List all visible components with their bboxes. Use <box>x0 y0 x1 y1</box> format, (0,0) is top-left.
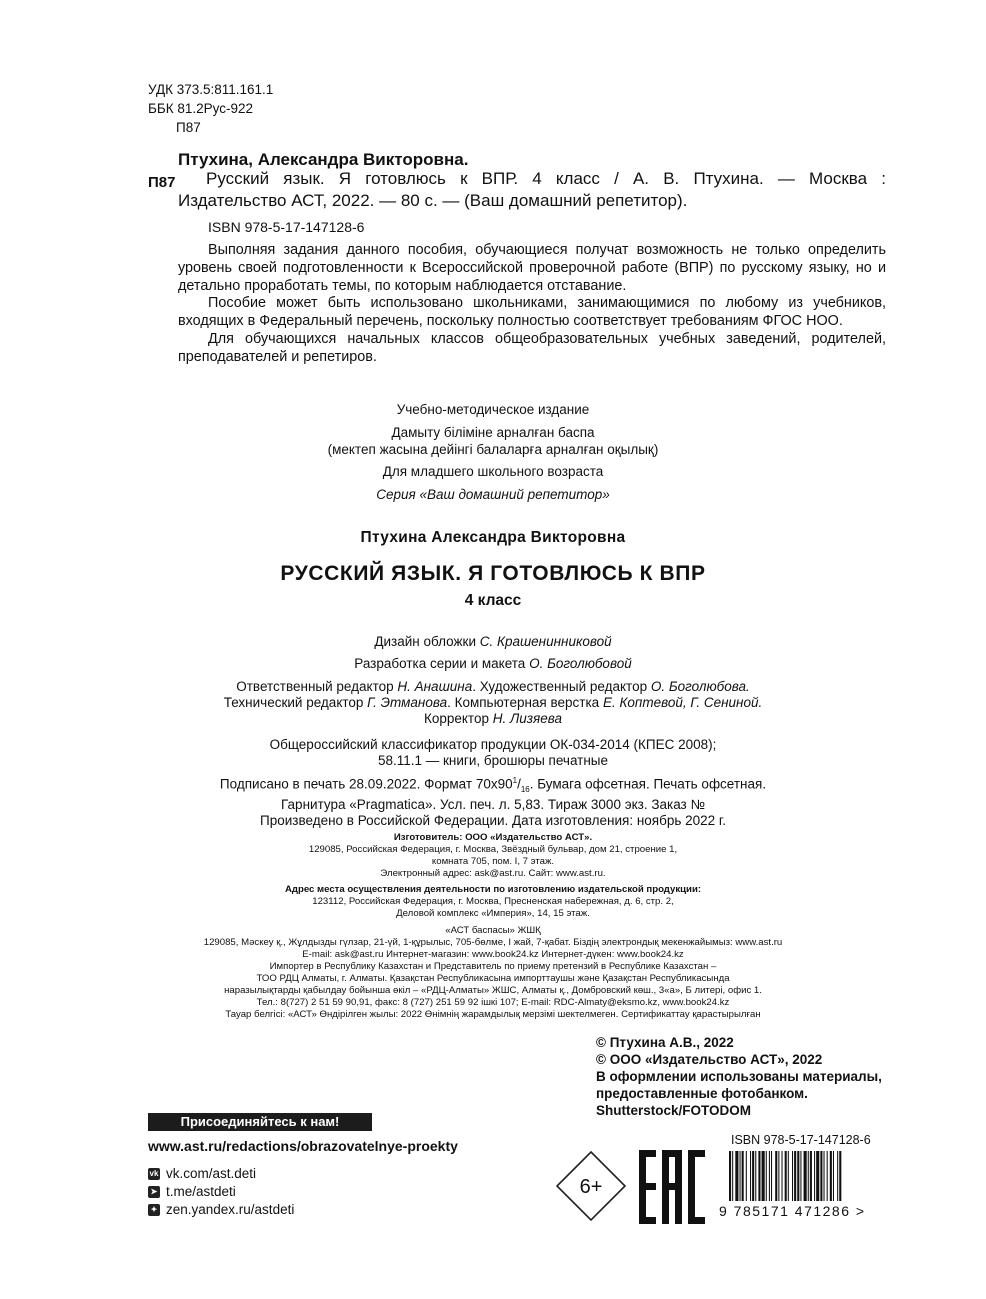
join-us-banner: Присоединяйтесь к нам! <box>148 1113 372 1131</box>
kz-edition-line-2: (мектеп жасына дейінгі балаларға арналған оқылық) <box>327 442 659 457</box>
series-name: Серия «Ваш домашний репетитор» <box>376 487 610 502</box>
manufacturer-title: Изготовитель: ООО «Издательство АСТ». <box>393 832 593 843</box>
kz-importer-3: наразылықтарды қабылдау бойынша өкіл – «РДЦ-Алматы» ЖШС, Алматы қ., Домбровский көш., 3«а», Б литері, офис 1. <box>224 985 762 996</box>
catalog-author: Птухина, Александра Викторовна. <box>178 150 469 169</box>
tech-editors-credit: Технический редактор Г. Этманова. Компьютерная верстка Е. Коптевой, Г. Сениной. <box>223 695 763 710</box>
vk-icon: vk <box>149 1169 159 1178</box>
kz-contacts: Тел.: 8(727) 2 51 59 90,91, факс: 8 (727) 251 59 92 ішкі 107; E-mail: RDC-Almaty@eksmo.kz, www.book24.kz <box>256 997 730 1008</box>
annotation-paragraph: Выполняя задания данного пособия, обучающиеся получат возможность не только определить уровень своей подготовленности к Всероссийской проверочной работе (ВПР) по русскому языку, но и детально проработать темы, по которым наблюдается отставание. <box>178 242 886 294</box>
kz-edition-line-1: Дамыту біліміне арналған баспа <box>391 425 595 440</box>
photo-credit-3: Shutterstock/FOTODOM <box>596 1103 752 1118</box>
kz-importer-1: Импортер в Республику Казахстан и Представитель по приему претензий в Республике Казахстан – <box>269 961 717 972</box>
library-codes <box>148 82 273 139</box>
barcode-digits: 9 785171 471286 > <box>719 1203 866 1219</box>
description-line-1: Русский язык. Я готовлюсь к ВПР. 4 класс / А. В. Птухина. — Москва : <box>206 169 886 188</box>
kz-importer-2: ТОО РДЦ Алматы, г. Алматы. Қазақстан Республикасына импорттаушы және Қазақстан Республикасында <box>256 973 730 984</box>
telegram-icon: ➤ <box>148 1186 160 1198</box>
age-group: Для младшего школьного возраста <box>382 464 604 479</box>
activity-address-2: Деловой комплекс «Империя», 14, 15 этаж. <box>396 908 590 919</box>
copyright-publisher: © ООО «Издательство АСТ», 2022 <box>596 1052 823 1067</box>
print-signed: Подписано в печать 28.09.2022. Формат $70х90^1/_{16}$. Бумага офсетная. Печать офсетная. <box>219 776 767 795</box>
eac-mark-icon <box>639 1150 705 1224</box>
proofreader-credit: Корректор Н. Лизяева <box>423 711 563 726</box>
barcode-icon <box>729 1151 884 1201</box>
production-info: Произведено в Российской Федерации. Дата изготовления: ноябрь 2022 г. <box>260 813 726 828</box>
manufacturer-address-2: комната 705, пом. I, 7 этаж. <box>431 856 555 867</box>
editors-credit: Ответственный редактор Н. Анашина. Художественный редактор О. Боголюбова. <box>236 679 750 694</box>
cover-design-credit: Дизайн обложки С. Крашенинниковой <box>374 634 612 649</box>
annotation-paragraph: Для обучающихся начальных классов общеобразовательных учебных заведений, родителей, преподавателей и репетиров. <box>178 330 886 365</box>
activity-title: Адрес места осуществления деятельности по изготовлению издательской продукции: <box>284 884 702 895</box>
typeface-info: Гарнитура «Pragmatica». Усл. печ. л. 5,83. Тираж 3000 экз. Заказ № <box>281 797 705 812</box>
activity-address-1: 123112, Российская Федерация, г. Москва, Пресненская набережная, д. 6, стр. 2, <box>312 896 674 907</box>
manufacturer-address-1: 129085, Российская Федерация, г. Москва, Звёздный бульвар, дом 21, строение 1, <box>308 844 678 855</box>
zen-icon: ✦ <box>148 1204 160 1216</box>
edition-type: Учебно-методическое издание <box>396 402 590 417</box>
udk-code: УДК 373.5:811.161.1 <box>148 82 274 97</box>
catalog-isbn: ISBN 978-5-17-147128-6 <box>208 219 365 235</box>
manufacturer-email: Электронный адрес: ask@ast.ru. Сайт: www.ast.ru. <box>380 868 606 879</box>
description-line-2: Издательство АСТ, 2022. — 80 с. — (Ваш домашний репетитор). <box>178 191 688 210</box>
photo-credit-1: В оформлении использованы материалы, <box>596 1069 882 1084</box>
book-title: РУССКИЙ ЯЗЫК. Я ГОТОВЛЮСЬ К ВПР <box>280 562 706 585</box>
copyright-block <box>596 1034 882 1119</box>
age-rating-label: 6+ <box>579 1176 603 1198</box>
book-grade: 4 класс <box>464 592 522 609</box>
barcode-isbn: ISBN 978-5-17-147128-6 <box>731 1133 871 1147</box>
classifier-line-1: Общероссийский классификатор продукции ОК-034-2014 (КПЕС 2008); <box>269 737 717 752</box>
kz-address: 129085, Мәскеу қ., Жұлдызды гүлзар, 21-үй, 1-құрылыс, 705-бөлме, I жай, 7-қабат. Біздің электрондық мекенжайымыз: www.ast.ru <box>203 937 783 948</box>
kz-publisher: «АСТ баспасы» ЖШҚ <box>445 925 541 936</box>
classifier-line-2: 58.11.1 — книги, брошюры печатные <box>377 753 609 768</box>
catalog-description <box>178 168 886 212</box>
photo-credit-2: предоставленные фотобанком. <box>596 1086 808 1101</box>
annotation <box>178 242 886 367</box>
copyright-author: © Птухина А.В., 2022 <box>596 1035 734 1050</box>
site-link[interactable]: www.ast.ru/redactions/obrazovatelnye-proekty <box>148 1138 458 1154</box>
author-mark: П87 <box>176 120 201 135</box>
series-dev-credit: Разработка серии и макета О. Боголюбовой <box>354 656 632 671</box>
annotation-paragraph: Пособие может быть использовано школьниками, занимающимися по любому из учебников, входящих в Федеральный перечень, поскольку полностью соответствует требованиям ФГОС НОО. <box>178 295 886 330</box>
telegram-link[interactable]: ➤ t.me/astdeti <box>148 1184 236 1199</box>
author-full-name: Птухина Александра Викторовна <box>360 529 626 546</box>
vk-link[interactable]: vk vk.com/ast.deti <box>149 1166 257 1181</box>
bbk-code: ББК 81.2Рус-922 <box>148 101 253 116</box>
age-rating-icon <box>555 1150 627 1222</box>
catalog-code: П87 <box>148 174 176 191</box>
kz-email: E-mail: ask@ast.ru Интернет-магазин: www.book24.kz Интернет-дүкен: www.book24.kz <box>302 949 684 960</box>
zen-link[interactable]: ✦ zen.yandex.ru/astdeti <box>148 1202 294 1217</box>
kz-trademark: Тауар белгісі: «АСТ» Өндірілген жылы: 2022 Өнімнің жарамдылық мерзімі шектелмеген. Сертификаттау қарастырылған <box>225 1009 761 1020</box>
